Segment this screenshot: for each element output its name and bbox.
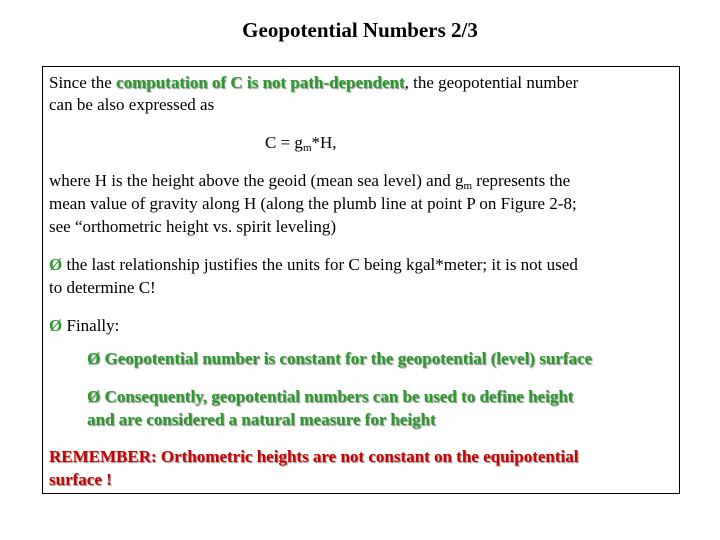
sub-bullet-2-line2: and are considered a natural measure for height	[87, 410, 436, 429]
para1-line2: can be also expressed as	[49, 95, 215, 114]
para2-line1: where H is the height above the geoid (mean sea level) and $g_m$ represents the	[49, 171, 571, 192]
bullet-1-line1: Ø the last relationship justifies the units for C being kgal*meter; it is not used	[49, 255, 578, 274]
arrow-bullet-icon: Ø	[49, 316, 63, 335]
remember-line1: REMEMBER: Orthometric heights are not constant on the equipotential	[49, 447, 579, 466]
sub-bullet-2-line1: Ø Consequently, geopotential numbers can be used to define height	[87, 387, 574, 406]
formula: $C = g_m*H$,	[265, 133, 337, 154]
para2-line2: mean value of gravity along H (along the plumb line at point P on Figure 2-8;	[49, 194, 577, 213]
highlight-text: computation of C is not path-dependent	[116, 73, 405, 92]
arrow-bullet-icon: Ø	[87, 387, 101, 406]
bullet-1-line2: to determine C!	[49, 278, 156, 297]
bullet-2: Ø Finally:	[49, 316, 120, 335]
para1-line1: Since the computation of C is not path-dependent, the geopotential number	[49, 73, 579, 92]
sub-bullet-1: Ø Geopotential number is constant for the geopotential (level) surface	[87, 349, 593, 368]
arrow-bullet-icon: Ø	[87, 349, 101, 368]
slide-title: Geopotential Numbers 2/3	[242, 18, 478, 42]
remember-line2: surface !	[49, 470, 112, 489]
para2-line3: see “orthometric height vs. spirit leveling)	[49, 217, 337, 236]
arrow-bullet-icon: Ø	[49, 255, 63, 274]
